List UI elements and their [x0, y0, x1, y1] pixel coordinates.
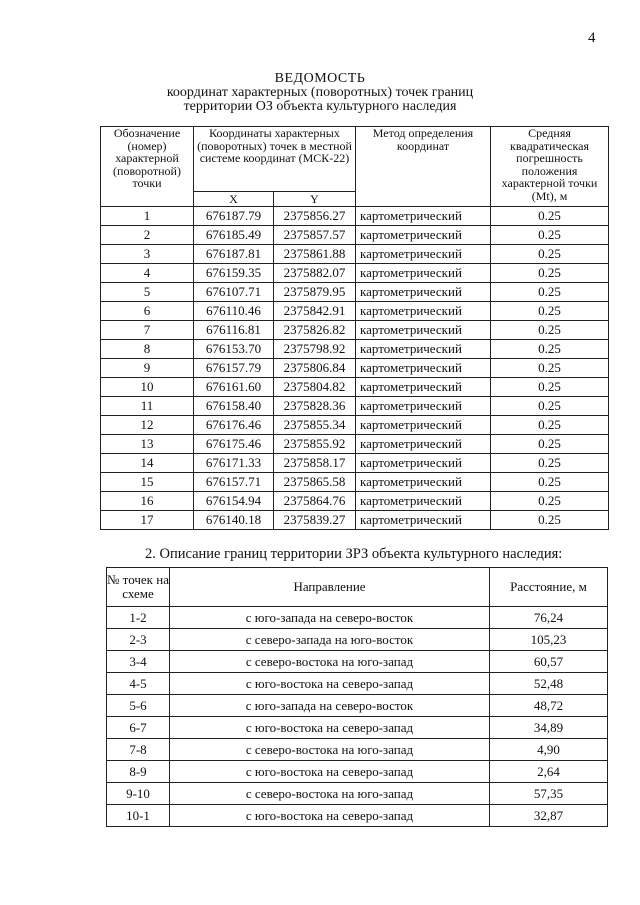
table-row — [101, 454, 609, 473]
y-coordinate-cell: 2375861.88 — [274, 245, 356, 264]
segment-cell: 3-4 — [107, 651, 170, 673]
y-coordinate-cell: 2375865.58 — [274, 473, 356, 492]
point-number-cell: 8 — [101, 340, 194, 359]
distance-cell: 76,24 — [490, 607, 608, 629]
table-row — [107, 629, 608, 651]
distance-cell: 32,87 — [490, 805, 608, 827]
error-cell: 0.25 — [491, 302, 609, 321]
point-number-cell: 2 — [101, 226, 194, 245]
y-coordinate-cell: 2375826.82 — [274, 321, 356, 340]
header-distance: Расстояние, м — [490, 568, 608, 607]
direction-cell: с юго-запада на северо-восток — [170, 607, 490, 629]
segment-cell: 8-9 — [107, 761, 170, 783]
error-cell: 0.25 — [491, 378, 609, 397]
method-cell: картометрический — [356, 454, 491, 473]
y-coordinate-cell: 2375856.27 — [274, 207, 356, 226]
x-coordinate-cell: 676154.94 — [194, 492, 274, 511]
point-number-cell: 1 — [101, 207, 194, 226]
segment-cell: 5-6 — [107, 695, 170, 717]
error-cell: 0.25 — [491, 473, 609, 492]
error-cell: 0.25 — [491, 245, 609, 264]
table-row — [101, 492, 609, 511]
method-cell: картометрический — [356, 321, 491, 340]
direction-cell: с юго-запада на северо-восток — [170, 695, 490, 717]
table-row — [107, 607, 608, 629]
segment-cell: 1-2 — [107, 607, 170, 629]
method-cell: картометрический — [356, 207, 491, 226]
x-coordinate-cell: 676185.49 — [194, 226, 274, 245]
point-number-cell: 9 — [101, 359, 194, 378]
direction-cell: с северо-запада на юго-восток — [170, 629, 490, 651]
header-points: № точек на схеме — [107, 568, 170, 607]
method-cell: картометрический — [356, 397, 491, 416]
table-row — [107, 695, 608, 717]
segment-cell: 9-10 — [107, 783, 170, 805]
distance-cell: 4,90 — [490, 739, 608, 761]
point-number-cell: 5 — [101, 283, 194, 302]
x-coordinate-cell: 676140.18 — [194, 511, 274, 530]
table-row — [107, 717, 608, 739]
y-coordinate-cell: 2375857.57 — [274, 226, 356, 245]
table-row — [107, 805, 608, 827]
method-cell: картометрический — [356, 264, 491, 283]
point-number-cell: 4 — [101, 264, 194, 283]
header-direction: Направление — [170, 568, 490, 607]
table-row — [101, 511, 609, 530]
error-cell: 0.25 — [491, 207, 609, 226]
table-row — [101, 340, 609, 359]
method-cell: картометрический — [356, 340, 491, 359]
y-coordinate-cell: 2375864.76 — [274, 492, 356, 511]
section-2-title: 2. Описание границ территории ЗРЗ объекта культурного наследия: — [145, 546, 563, 562]
x-coordinate-cell: 676110.46 — [194, 302, 274, 321]
point-number-cell: 16 — [101, 492, 194, 511]
error-cell: 0.25 — [491, 454, 609, 473]
document-title: ВЕДОМОСТЬ — [274, 71, 366, 86]
table-row — [101, 473, 609, 492]
x-coordinate-cell: 676161.60 — [194, 378, 274, 397]
page-number: 4 — [588, 30, 596, 46]
table-row — [101, 245, 609, 264]
table-row — [101, 302, 609, 321]
error-cell: 0.25 — [491, 340, 609, 359]
table-row — [101, 416, 609, 435]
direction-cell: с юго-востока на северо-запад — [170, 673, 490, 695]
method-cell: картометрический — [356, 416, 491, 435]
table-row — [101, 207, 609, 226]
method-cell: картометрический — [356, 435, 491, 454]
table-row — [101, 226, 609, 245]
x-coordinate-cell: 676158.40 — [194, 397, 274, 416]
table-row — [107, 761, 608, 783]
distance-cell: 52,48 — [490, 673, 608, 695]
table-row — [107, 673, 608, 695]
table-row — [101, 359, 609, 378]
error-cell: 0.25 — [491, 397, 609, 416]
y-coordinate-cell: 2375798.92 — [274, 340, 356, 359]
error-cell: 0.25 — [491, 321, 609, 340]
table-row — [101, 283, 609, 302]
y-coordinate-cell: 2375804.82 — [274, 378, 356, 397]
segment-cell: 2-3 — [107, 629, 170, 651]
x-coordinate-cell: 676187.81 — [194, 245, 274, 264]
method-cell: картометрический — [356, 302, 491, 321]
direction-cell: с северо-востока на юго-запад — [170, 739, 490, 761]
x-coordinate-cell: 676157.79 — [194, 359, 274, 378]
point-number-cell: 15 — [101, 473, 194, 492]
point-number-cell: 13 — [101, 435, 194, 454]
y-coordinate-cell: 2375806.84 — [274, 359, 356, 378]
method-cell: картометрический — [356, 492, 491, 511]
table-row — [101, 264, 609, 283]
method-cell: картометрический — [356, 283, 491, 302]
error-cell: 0.25 — [491, 264, 609, 283]
y-coordinate-cell: 2375842.91 — [274, 302, 356, 321]
error-cell: 0.25 — [491, 283, 609, 302]
header-y: Y — [274, 192, 356, 207]
x-coordinate-cell: 676159.35 — [194, 264, 274, 283]
x-coordinate-cell: 676157.71 — [194, 473, 274, 492]
x-coordinate-cell: 676107.71 — [194, 283, 274, 302]
y-coordinate-cell: 2375855.92 — [274, 435, 356, 454]
point-number-cell: 10 — [101, 378, 194, 397]
point-number-cell: 17 — [101, 511, 194, 530]
table-row — [107, 651, 608, 673]
method-cell: картометрический — [356, 473, 491, 492]
table-row — [107, 783, 608, 805]
header-coordinates: Координаты характерных (поворотных) точек в местной системе координат (МСК-22) — [194, 127, 356, 192]
distance-cell: 48,72 — [490, 695, 608, 717]
y-coordinate-cell: 2375882.07 — [274, 264, 356, 283]
direction-cell: с юго-востока на северо-запад — [170, 717, 490, 739]
header-error: Средняя квадратическая погрешность положения характерной точки (Mt), м — [491, 127, 609, 207]
error-cell: 0.25 — [491, 435, 609, 454]
document-subtitle-line1: координат характерных (поворотных) точек границ — [166, 85, 474, 100]
error-cell: 0.25 — [491, 492, 609, 511]
distance-cell: 34,89 — [490, 717, 608, 739]
header-point-number: Обозначение (номер) характерной (поворотной) точки — [101, 127, 194, 207]
y-coordinate-cell: 2375828.36 — [274, 397, 356, 416]
error-cell: 0.25 — [491, 416, 609, 435]
header-x: X — [194, 192, 274, 207]
method-cell: картометрический — [356, 226, 491, 245]
table-row — [107, 739, 608, 761]
y-coordinate-cell: 2375858.17 — [274, 454, 356, 473]
point-number-cell: 3 — [101, 245, 194, 264]
method-cell: картометрический — [356, 245, 491, 264]
direction-cell: с северо-востока на юго-запад — [170, 783, 490, 805]
distance-cell: 60,57 — [490, 651, 608, 673]
distance-cell: 2,64 — [490, 761, 608, 783]
header-method: Метод определения координат — [356, 127, 491, 207]
document-subtitle-line2: территории ОЗ объекта культурного наследия — [183, 99, 457, 114]
method-cell: картометрический — [356, 378, 491, 397]
y-coordinate-cell: 2375855.34 — [274, 416, 356, 435]
boundary-description-table — [106, 567, 608, 827]
point-number-cell: 12 — [101, 416, 194, 435]
table-row — [101, 321, 609, 340]
direction-cell: с юго-востока на северо-запад — [170, 805, 490, 827]
coordinates-table — [100, 126, 609, 530]
error-cell: 0.25 — [491, 226, 609, 245]
point-number-cell: 6 — [101, 302, 194, 321]
distance-cell: 57,35 — [490, 783, 608, 805]
point-number-cell: 11 — [101, 397, 194, 416]
y-coordinate-cell: 2375839.27 — [274, 511, 356, 530]
segment-cell: 6-7 — [107, 717, 170, 739]
x-coordinate-cell: 676175.46 — [194, 435, 274, 454]
point-number-cell: 14 — [101, 454, 194, 473]
x-coordinate-cell: 676153.70 — [194, 340, 274, 359]
error-cell: 0.25 — [491, 359, 609, 378]
segment-cell: 4-5 — [107, 673, 170, 695]
table-row — [101, 397, 609, 416]
x-coordinate-cell: 676176.46 — [194, 416, 274, 435]
direction-cell: с северо-востока на юго-запад — [170, 651, 490, 673]
error-cell: 0.25 — [491, 511, 609, 530]
table-row — [101, 435, 609, 454]
y-coordinate-cell: 2375879.95 — [274, 283, 356, 302]
table-row — [101, 378, 609, 397]
x-coordinate-cell: 676171.33 — [194, 454, 274, 473]
distance-cell: 105,23 — [490, 629, 608, 651]
direction-cell: с юго-востока на северо-запад — [170, 761, 490, 783]
x-coordinate-cell: 676116.81 — [194, 321, 274, 340]
method-cell: картометрический — [356, 511, 491, 530]
point-number-cell: 7 — [101, 321, 194, 340]
segment-cell: 10-1 — [107, 805, 170, 827]
method-cell: картометрический — [356, 359, 491, 378]
segment-cell: 7-8 — [107, 739, 170, 761]
x-coordinate-cell: 676187.79 — [194, 207, 274, 226]
